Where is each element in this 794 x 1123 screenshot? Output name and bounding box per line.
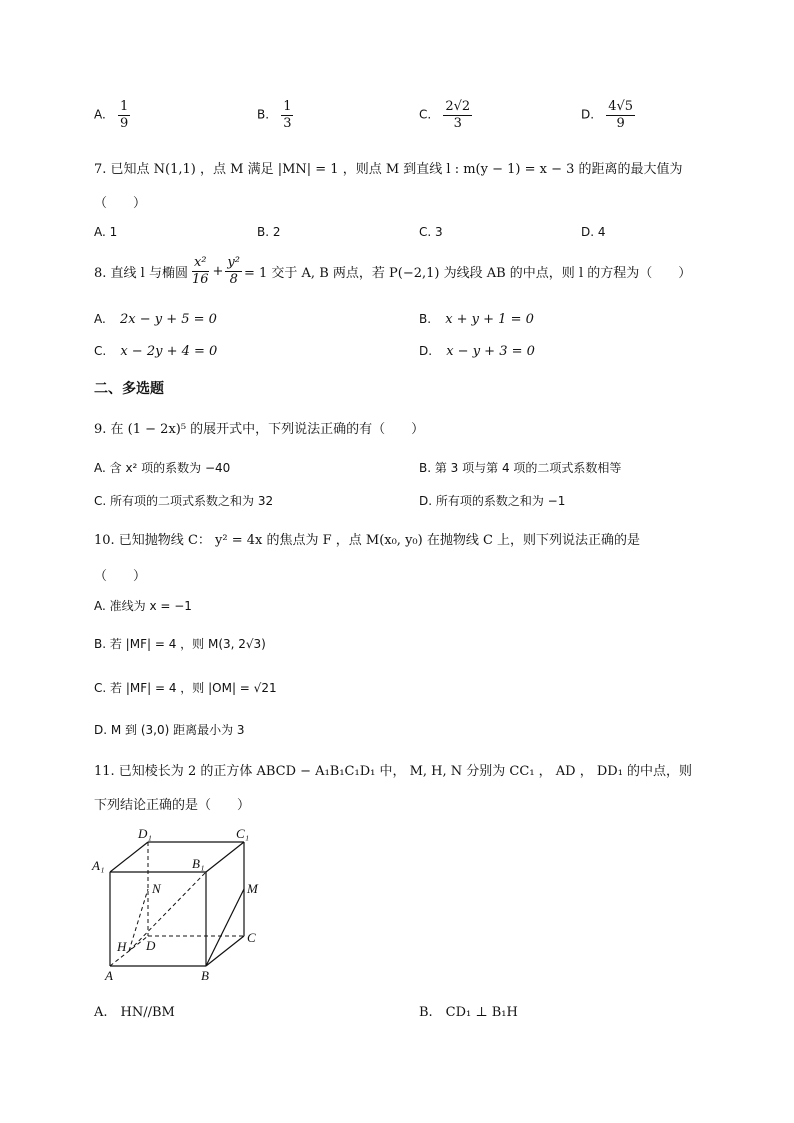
fraction-numerator: y² (227, 255, 240, 270)
q8-option-d-label: D. (419, 344, 433, 358)
q10-option-a: A. 准线为 x = −1 (94, 599, 192, 613)
q8-stem-suffix: = 1 交于 A, B 两点，若 P(−2,1) 为线段 AB 的中点，则 l 的方程为（ ） (243, 265, 692, 281)
q6-option-c-label: C. (419, 107, 432, 122)
segment-b-m (206, 889, 244, 966)
q9-stem: 9. 在 (1 − 2x)⁵ 的展开式中，下列说法正确的有（ ） (94, 422, 425, 437)
q8-option-b-label: B. (419, 312, 432, 326)
edge-b1-c1 (206, 842, 244, 872)
q9-option-a: A. 含 x² 项的系数为 −40 (94, 461, 231, 475)
vertex-label-c: C (247, 930, 256, 945)
point-label-n: N (152, 881, 161, 896)
q8-option-d-text: x − y + 3 = 0 (446, 344, 535, 359)
q7-option-d: D. 4 (581, 225, 606, 239)
point-label-h: H (117, 939, 127, 954)
q10-stem: 10. 已知抛物线 C： y² = 4x 的焦点为 F ，点 M(x₀, y₀) 在抛物线 C 上，则下列说法正确的是 (94, 533, 641, 548)
q8-stem (94, 256, 691, 286)
q10-paren: （ ） (94, 569, 147, 584)
q6-option-d (581, 100, 637, 130)
fraction-denominator: 9 (119, 115, 129, 131)
vertex-label-d1: D₁ (138, 826, 152, 841)
fraction-numerator: x² (193, 255, 207, 270)
q8-option-d (419, 344, 535, 359)
q6-option-b-label: B. (257, 107, 270, 122)
vertex-label-c1: C₁ (236, 826, 250, 841)
q8-plus: + (212, 263, 224, 279)
fraction-denominator: 9 (616, 115, 625, 131)
q7-stem: 7. 已知点 N(1,1) ，点 M 满足 |MN| = 1 ，则点 M 到直线 l : m(y − 1) = x − 3 的距离的最大值为 (94, 162, 683, 177)
q11-stem-line2: 下列结论正确的是（ ） (94, 798, 251, 813)
fraction-numerator: 1 (119, 99, 129, 114)
fraction-denominator: 3 (453, 115, 462, 131)
q8-option-a (94, 312, 217, 327)
q9-option-d: D. 所有项的系数之和为 −1 (419, 494, 566, 508)
vertex-label-d: D (146, 938, 156, 953)
q11-option-b: B. CD₁ ⊥ B₁H (419, 1005, 518, 1020)
q8-ellipse-fraction-y (225, 256, 242, 286)
q10-option-b: B. 若 |MF| = 4 ，则 M(3, 2√3) (94, 637, 266, 651)
q9-option-b: B. 第 3 项与第 4 项的二项式系数相等 (419, 461, 622, 475)
vertex-label-a: A (105, 968, 113, 983)
q6-option-c (419, 100, 474, 130)
q8-option-c (94, 344, 217, 359)
vertex-label-b1: B₁ (192, 856, 205, 871)
q10-option-c: C. 若 |MF| = 4 ，则 |OM| = √21 (94, 681, 277, 695)
section-heading-multiple-choice: 二、多选题 (94, 381, 164, 397)
q7-option-a: A. 1 (94, 225, 118, 239)
q6-option-c-fraction (443, 100, 472, 130)
q6-option-d-label: D. (581, 107, 595, 122)
segment-h-b1 (129, 872, 206, 951)
q8-option-b-text: x + y + 1 = 0 (445, 312, 534, 327)
q6-option-d-fraction (606, 100, 635, 130)
q8-option-a-text: 2x − y + 5 = 0 (119, 312, 217, 327)
fraction-numerator: 4√5 (608, 99, 634, 114)
edge-a1-d1 (110, 842, 148, 872)
q7-paren: （ ） (94, 196, 147, 211)
q8-option-c-label: C. (94, 344, 107, 358)
fraction-denominator: 16 (191, 271, 209, 287)
q9-option-c: C. 所有项的二项式系数之和为 32 (94, 494, 274, 508)
q6-option-a-label: A. (94, 107, 106, 122)
fraction-numerator: 2√2 (445, 99, 471, 114)
q10-option-d: D. M 到 (3,0) 距离最小为 3 (94, 723, 245, 737)
q6-option-b (257, 100, 295, 130)
q8-option-b (419, 312, 534, 327)
q8-option-a-label: A. (94, 312, 106, 326)
vertex-label-a1: A₁ (92, 858, 105, 873)
q11-stem-line1: 11. 已知棱长为 2 的正方体 ABCD − A₁B₁C₁D₁ 中， M, H, N 分别为 CC₁ ， AD ， DD₁ 的中点，则 (94, 764, 693, 779)
q7-option-c: C. 3 (419, 225, 443, 239)
cube-figure (88, 820, 278, 985)
q7-option-b: B. 2 (257, 225, 281, 239)
fraction-denominator: 8 (229, 271, 238, 287)
fraction-numerator: 1 (283, 99, 292, 114)
q8-option-c-text: x − 2y + 4 = 0 (120, 344, 218, 359)
q6-option-a-fraction (118, 100, 130, 130)
fraction-denominator: 3 (283, 115, 292, 131)
q6-option-a (94, 100, 132, 130)
edge-b-c (206, 936, 244, 966)
q8-stem-prefix: 8. 直线 l 与椭圆 (94, 265, 188, 281)
vertex-label-b: B (201, 968, 209, 983)
q6-option-b-fraction (281, 100, 293, 130)
q11-option-a: A. HN//BM (94, 1005, 175, 1020)
q8-ellipse-fraction-x (190, 256, 211, 286)
point-label-m: M (247, 881, 258, 896)
